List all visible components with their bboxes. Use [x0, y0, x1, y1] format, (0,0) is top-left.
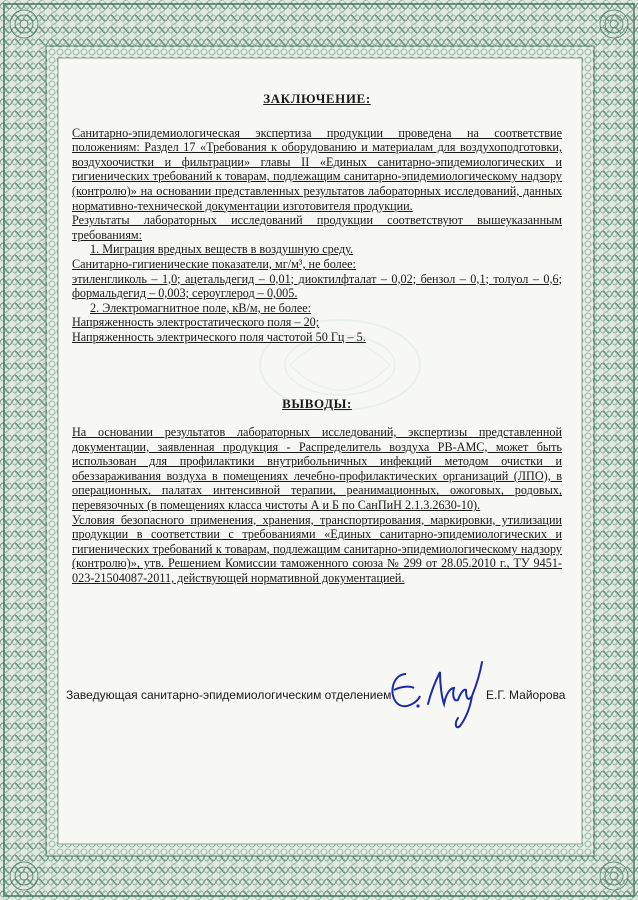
- item2-title: 2. Электромагнитное поле, кВ/м, не более:: [90, 300, 312, 315]
- item2-line2: Напряженность электрического поля частотой 50 Гц – 5.: [72, 329, 366, 344]
- intro-paragraph: Санитарно-эпидемиологическая экспертиза продукции проведена на соответствие положениям: Раздел 17 «Требования к оборудованию и материалам для воздухоподготовки, воздухоочистки и фильтрации» главы II «Единых санитарно-эпидемиологических и гигиенических требований к товарам, подлежащим санитарно-эпидемиологическому надзору (контролю)» на основании представленных результатов лабораторных исследований, данных нормативно-технической документации изготовителя продукции.: [72, 125, 562, 213]
- signatory-role: Заведующая санитарно-эпидемиологическим отделением: [66, 688, 392, 702]
- conclusions-heading: ВЫВОДЫ:: [282, 395, 352, 411]
- item2-line1: Напряженность электростатического поля – 20;: [72, 315, 320, 330]
- item1-indicators-label: Санитарно-гигиенические показатели, мг/м³, не более:: [72, 256, 356, 271]
- section-spacer: [72, 345, 562, 397]
- item1-title: 1. Миграция вредных веществ в воздушную среду.: [90, 242, 354, 257]
- conclusion-heading: ЗАКЛЮЧЕНИЕ:: [263, 91, 371, 106]
- conclusion-paragraph-1: На основании результатов лабораторных исследований, экспертизы представленной документации, заявленная продукция - Распределитель воздуха РВ-АМС, может быть использован для профилактики внутрибольничных инфекций методом очистки и обеззараживания воздуха в помещениях лечебно-профилактических организаций (ЛПО), в операционных, палатах интенсивной терапии, реанимационных, ожоговых, родовых, перевязочных (в помещениях класса чистоты А и Б по СанПиН 2.1.3.2630-10).: [72, 425, 562, 513]
- handwritten-signature: [384, 652, 494, 732]
- signatory-name: Е.Г. Майорова: [486, 688, 566, 702]
- item1-values: этиленгликоль – 1,0; ацетальдегид – 0,01; диоктилфталат – 0,02; бензол – 0,1; толуол – 0,6; формальдегид – 0,003; сероуглерод – 0,005.: [72, 271, 562, 301]
- document-body: [72, 92, 562, 586]
- conclusion-paragraph-2: Условия безопасного применения, хранения, транспортирования, маркировки, утилизации продукции в соответствии с требованиями «Единых санитарно-эпидемиологических и гигиенических требований к товарам, подлежащим санитарно-эпидемиологическому надзору (контролю)», утв. Решением Комиссии таможенного союза № 299 от 28.05.2010 г., ТУ 9451-023-21504087-2011, действующей нормативной документацией.: [72, 512, 562, 586]
- results-paragraph: Результаты лабораторных исследований продукции соответствуют вышеуказанным требованиям:: [72, 213, 562, 242]
